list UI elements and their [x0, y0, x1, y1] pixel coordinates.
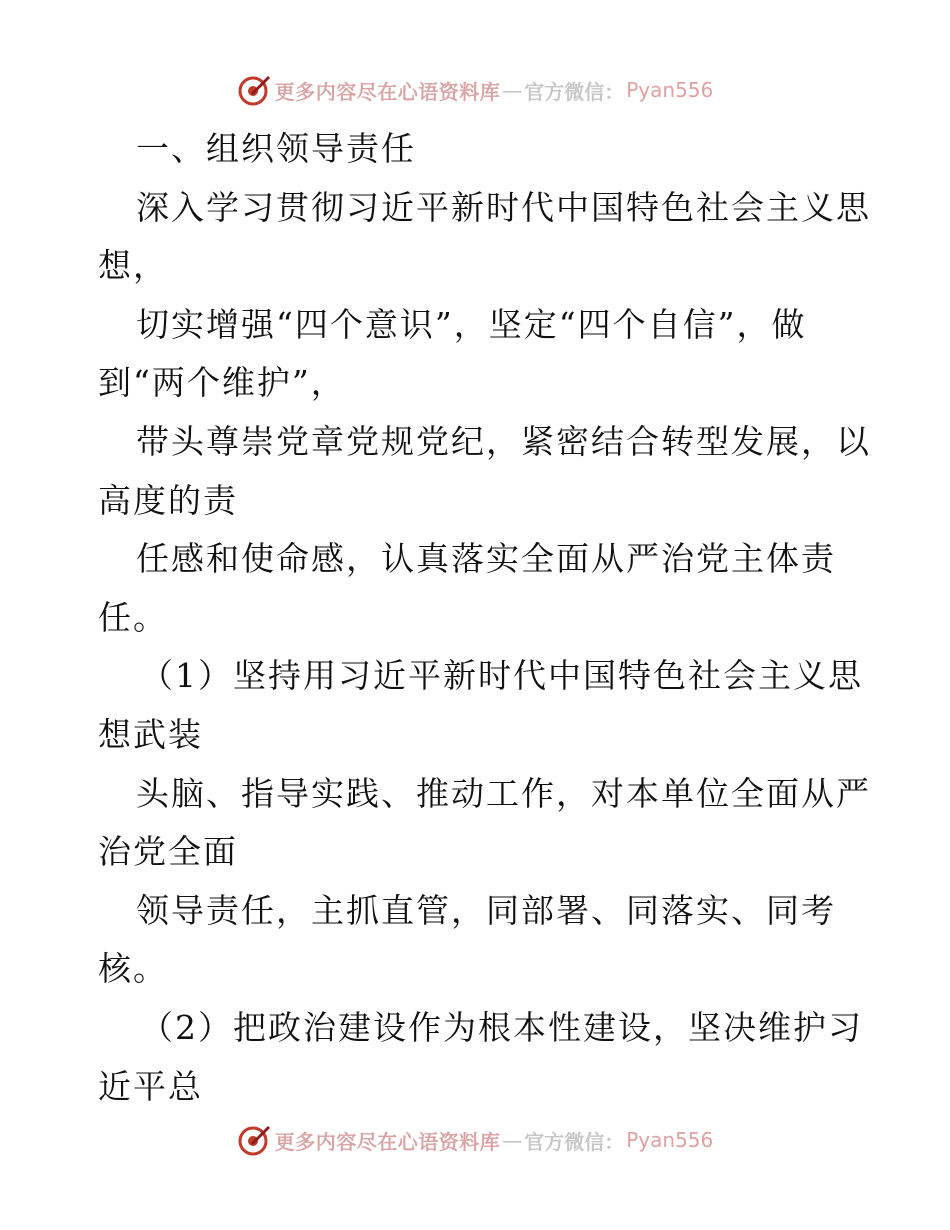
- text-line: 核。: [98, 949, 168, 989]
- text-line: 治党全面: [98, 832, 238, 872]
- text-line: 任。: [98, 597, 168, 637]
- watermark-main-text: 更多内容尽在心语资料库: [274, 1129, 501, 1154]
- text-line: （2）把政治建设作为根本性建设，坚决维护习: [140, 1007, 863, 1047]
- watermark-main-text: 更多内容尽在心语资料库: [274, 79, 501, 104]
- pen-logo-icon: [237, 73, 271, 107]
- watermark-footer: [0, 1120, 950, 1160]
- text-line: 想武装: [98, 714, 203, 754]
- text-line: 近平总: [98, 1066, 203, 1106]
- watermark-header: [0, 70, 950, 110]
- watermark-wechat-label: 官方微信：: [524, 79, 625, 104]
- text-line: 到“两个维护”，: [98, 363, 346, 403]
- text-line: 领导责任，主抓直管，同部署、同落实、同考: [136, 890, 836, 930]
- text-line: 想，: [98, 246, 168, 286]
- text-line: 任感和使命感，认真落实全面从严治党主体责: [136, 539, 836, 579]
- watermark-separator: —: [502, 78, 523, 102]
- watermark-wechat-id: Pyan556: [626, 1128, 714, 1152]
- watermark-wechat-id: Pyan556: [626, 78, 714, 102]
- text-line: 切实增强“四个意识”，坚定“四个自信”，做: [136, 304, 807, 344]
- pen-logo-icon: [237, 1123, 271, 1157]
- text-line: 头脑、指导实践、推动工作，对本单位全面从严: [136, 773, 871, 813]
- text-line: 带头尊崇党章党规党纪，紧密结合转型发展，以: [136, 421, 871, 461]
- watermark-separator: —: [502, 1128, 523, 1152]
- text-line: （1）坚持用习近平新时代中国特色社会主义思: [140, 656, 863, 696]
- section-heading: 一、组织领导责任: [136, 129, 416, 168]
- text-line: 高度的责: [98, 480, 238, 520]
- text-line: 深入学习贯彻习近平新时代中国特色社会主义思: [136, 187, 871, 227]
- document-body: [98, 120, 871, 1116]
- watermark-wechat-label: 官方微信：: [524, 1129, 625, 1154]
